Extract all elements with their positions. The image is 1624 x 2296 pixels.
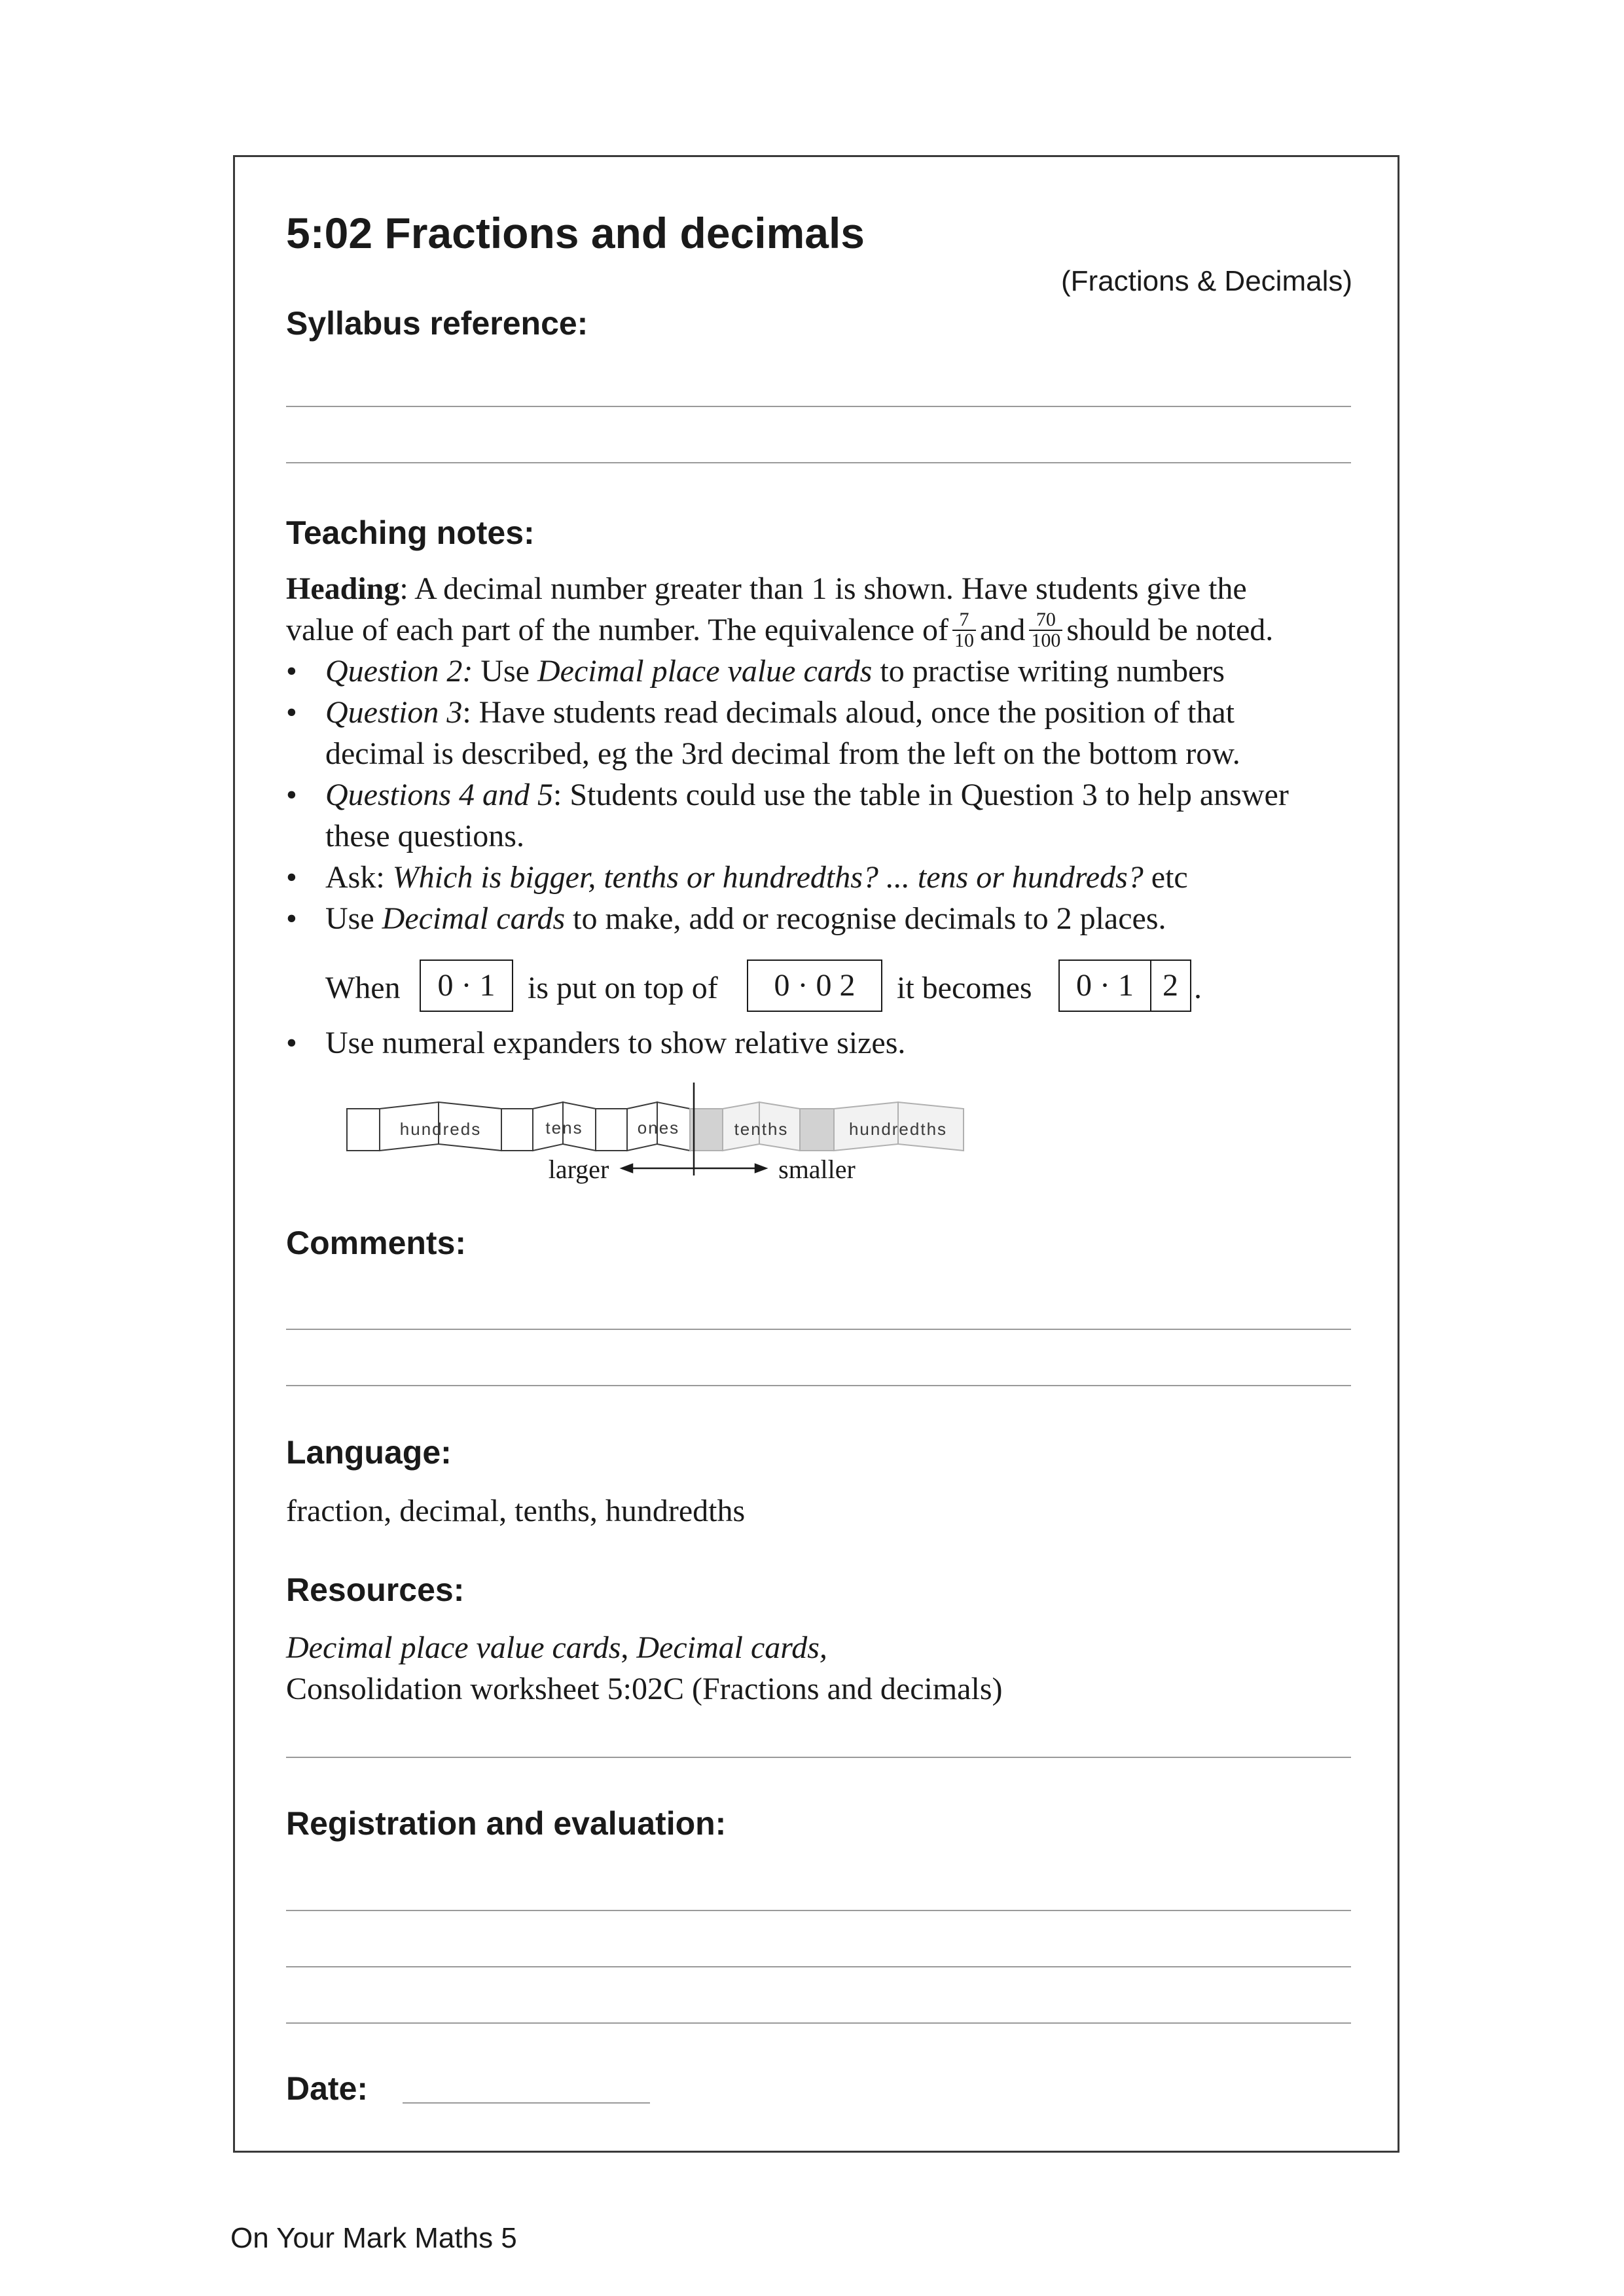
bullet-text — [325, 898, 1166, 939]
decimal-card-0-02: 0 · 0 2 — [747, 960, 882, 1012]
teaching-line-1-text: : A decimal number greater than 1 is shown. Have students give the — [399, 571, 1247, 606]
expander-box — [347, 1109, 380, 1151]
fraction-2-denominator: 100 — [1031, 629, 1061, 651]
bullet-text-part: Ask: — [325, 860, 393, 895]
bullet-dot: • — [286, 695, 297, 730]
bullet-dot: • — [286, 901, 297, 936]
bullet-dot: • — [286, 778, 297, 812]
put-on-top-label: is put on top of — [528, 971, 718, 1005]
bullet-question-text: Which is bigger, tenths or hundredths? ... tens or hundreds? — [392, 860, 1144, 895]
date-line — [403, 2102, 650, 2104]
teaching-line-2-and: and — [980, 613, 1026, 647]
expander-label-hundredths: hundredths — [848, 1119, 948, 1139]
comments-heading: Comments: — [286, 1225, 467, 1261]
fraction-2-numerator: 70 — [1029, 610, 1062, 631]
page-footer: On Your Mark Maths 5 — [230, 2222, 517, 2254]
teaching-line-1 — [286, 568, 1247, 609]
bullet-text-part: : Have students read decimals aloud, once the position of that — [462, 695, 1235, 730]
expander-box — [501, 1109, 533, 1151]
language-text: fraction, decimal, tenths, hundredths — [286, 1494, 746, 1528]
expander-label-ones: ones — [637, 1118, 680, 1138]
syllabus-line-2 — [286, 462, 1351, 463]
expander-label-hundreds: hundreds — [399, 1119, 482, 1139]
bullet-text: Use numeral expanders to show relative sizes. — [325, 1026, 906, 1060]
bullet-q-label: Question 3 — [325, 695, 463, 730]
decimal-card-0-12 — [1058, 960, 1191, 1012]
bullet-text — [325, 774, 1289, 816]
smaller-label: smaller — [778, 1155, 856, 1184]
decimal-card-0-1: 0 · 1 — [420, 960, 513, 1012]
bullet-text — [325, 857, 1188, 898]
language-heading: Language: — [286, 1434, 452, 1471]
bullet-dot: • — [286, 860, 297, 895]
bullet-dot: • — [286, 1026, 297, 1060]
comments-line-1 — [286, 1329, 1351, 1330]
bullet-text-part: to practise writing numbers — [872, 654, 1225, 689]
bullet-q-label: Question 2: — [325, 654, 473, 689]
registration-line-2 — [286, 1966, 1351, 1967]
card-part-hundredths: 2 — [1150, 961, 1189, 1011]
bullet-text: decimal is described, eg the 3rd decimal from the left on the bottom row. — [325, 736, 1240, 771]
numeral-expander-diagram — [344, 1080, 966, 1191]
resources-line — [286, 1757, 1351, 1758]
numeral-expander-svg — [344, 1080, 966, 1191]
bullet-text-part: : Students could use the table in Question 3 to help answer — [553, 778, 1289, 812]
registration-heading: Registration and evaluation: — [286, 1805, 727, 1842]
fraction-seventy-hundredths — [1029, 610, 1062, 651]
resources-line-1 — [286, 1627, 827, 1668]
bullet-text-part: etc — [1143, 860, 1188, 895]
fraction-1-denominator: 10 — [954, 629, 975, 651]
syllabus-line-1 — [286, 406, 1351, 407]
resource-name: Decimal place value cards — [286, 1630, 621, 1665]
arrow-left-head — [622, 1164, 632, 1172]
date-label: Date: — [286, 2070, 369, 2107]
registration-line-3 — [286, 2022, 1351, 2024]
bullet-dot: • — [286, 654, 297, 689]
fraction-1-numerator: 7 — [952, 610, 976, 631]
resources-heading: Resources: — [286, 1571, 465, 1608]
bullet-text-part: Use — [325, 901, 382, 936]
expander-box — [596, 1109, 627, 1151]
resource-name: Decimal place value cards — [537, 654, 873, 689]
larger-label: larger — [548, 1155, 609, 1184]
arrow-right-head — [755, 1164, 766, 1172]
resource-separator: , — [621, 1630, 637, 1665]
comments-line-2 — [286, 1385, 1351, 1386]
expander-label-tenths: tenths — [734, 1119, 789, 1139]
registration-line-1 — [286, 1910, 1351, 1911]
teaching-line-2-end: should be noted. — [1066, 613, 1274, 647]
becomes-label: it becomes — [897, 971, 1032, 1005]
heading-label: Heading — [286, 571, 400, 606]
bullet-text — [325, 692, 1235, 733]
card-part-tenths: 0 · 1 — [1076, 968, 1134, 1003]
expander-box — [800, 1109, 834, 1151]
card-period: . — [1194, 971, 1202, 1005]
bullet-text-part: Use — [473, 654, 537, 689]
expander-label-tens: tens — [545, 1118, 583, 1138]
syllabus-heading: Syllabus reference: — [286, 305, 588, 342]
page-title: 5:02 Fractions and decimals — [286, 209, 865, 257]
fraction-seven-tenths — [952, 610, 976, 651]
bullet-text-part: to make, add or recognise decimals to 2 places. — [565, 901, 1166, 936]
topic-label: (Fractions & Decimals) — [1061, 265, 1352, 297]
resource-name: Decimal cards — [382, 901, 566, 936]
when-label: When — [325, 971, 401, 1005]
decimal-point-box — [690, 1109, 723, 1151]
bullet-text — [325, 651, 1225, 692]
bullet-q-label: Questions 4 and 5 — [325, 778, 553, 812]
teaching-line-2 — [286, 609, 1273, 653]
resource-name: Decimal cards, — [636, 1630, 827, 1665]
teaching-line-2-start: value of each part of the number. The equivalence of — [286, 613, 949, 647]
teaching-notes-heading: Teaching notes: — [286, 514, 535, 551]
resources-line-2: Consolidation worksheet 5:02C (Fractions and decimals) — [286, 1672, 1003, 1706]
bullet-text: these questions. — [325, 819, 524, 853]
